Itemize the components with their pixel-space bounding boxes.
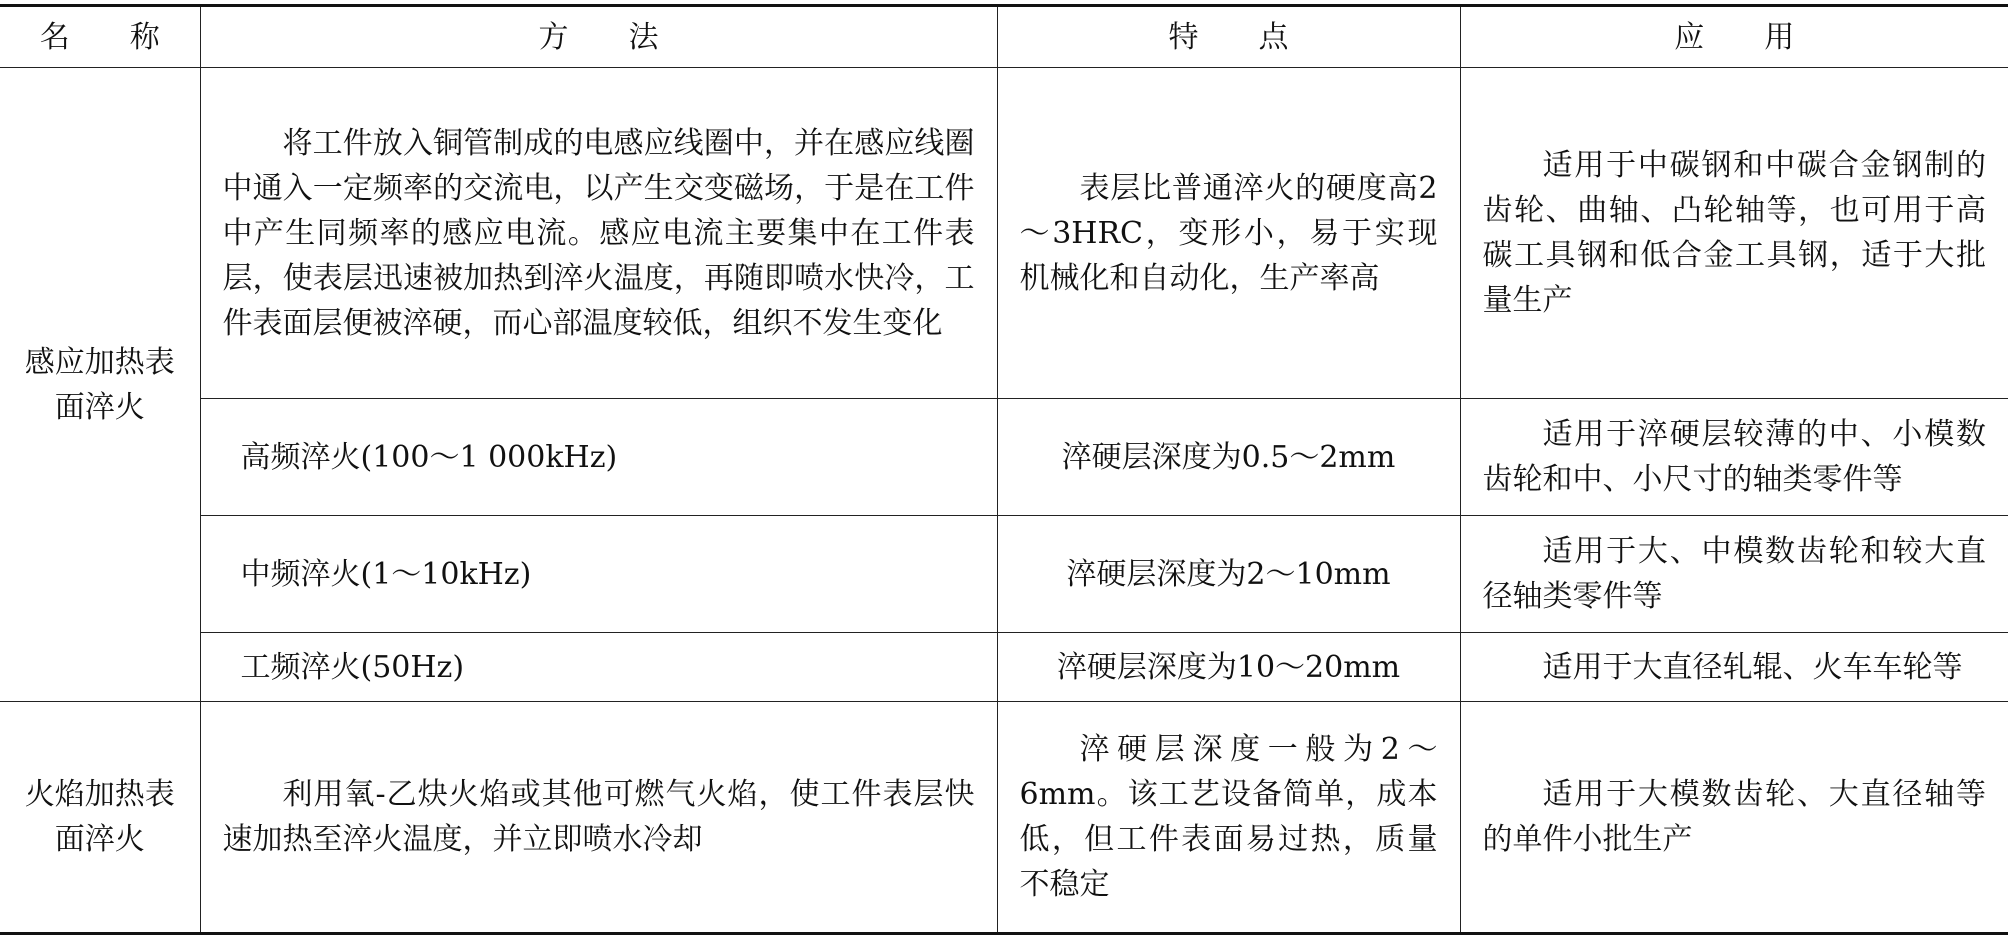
cell-application: 适用于大模数齿轮、大直径轴等的单件小批生产 bbox=[1460, 702, 2008, 934]
cell-method: 高频淬火(100～1 000kHz) bbox=[200, 399, 997, 516]
cell-feature: 表层比普通淬火的硬度高2～3HRC，变形小，易于实现机械化和自动化，生产率高 bbox=[997, 68, 1460, 399]
cell-feature: 淬硬层深度为0.5～2mm bbox=[997, 399, 1460, 516]
group-flame: 火焰加热表面淬火 bbox=[0, 702, 200, 934]
table-row bbox=[0, 702, 2008, 934]
header-row bbox=[0, 6, 2008, 68]
cell-application: 适用于淬硬层较薄的中、小模数齿轮和中、小尺寸的轴类零件等 bbox=[1460, 399, 2008, 516]
cell-feature: 淬硬层深度为2～10mm bbox=[997, 516, 1460, 633]
cell-method: 工频淬火(50Hz) bbox=[200, 633, 997, 702]
header-feature: 特 点 bbox=[997, 6, 1460, 68]
table-row bbox=[0, 68, 2008, 399]
cell-application: 适用于大、中模数齿轮和较大直径轴类零件等 bbox=[1460, 516, 2008, 633]
table-row bbox=[0, 516, 2008, 633]
header-method: 方 法 bbox=[200, 6, 997, 68]
cell-feature: 淬硬层深度一般为2～6mm。该工艺设备简单，成本低，但工件表面易过热，质量不稳定 bbox=[997, 702, 1460, 934]
cell-method: 将工件放入铜管制成的电感应线圈中，并在感应线圈中通入一定频率的交流电，以产生交变磁场，于是在工件中产生同频率的感应电流。感应电流主要集中在工件表层，使表层迅速被加热到淬火温度，再随即喷水快冷，工件表面层便被淬硬，而心部温度较低，组织不发生变化 bbox=[200, 68, 997, 399]
cell-feature: 淬硬层深度为10～20mm bbox=[997, 633, 1460, 702]
header-application: 应 用 bbox=[1460, 6, 2008, 68]
table-row bbox=[0, 399, 2008, 516]
surface-quenching-table bbox=[0, 4, 2008, 935]
header-name: 名 称 bbox=[0, 6, 200, 68]
cell-method: 利用氧-乙炔火焰或其他可燃气火焰，使工件表层快速加热至淬火温度，并立即喷水冷却 bbox=[200, 702, 997, 934]
table-row bbox=[0, 633, 2008, 702]
cell-application: 适用于大直径轧辊、火车车轮等 bbox=[1460, 633, 2008, 702]
group-induction: 感应加热表面淬火 bbox=[0, 68, 200, 702]
cell-method: 中频淬火(1～10kHz) bbox=[200, 516, 997, 633]
cell-application: 适用于中碳钢和中碳合金钢制的齿轮、曲轴、凸轮轴等，也可用于高碳工具钢和低合金工具钢，适于大批量生产 bbox=[1460, 68, 2008, 399]
